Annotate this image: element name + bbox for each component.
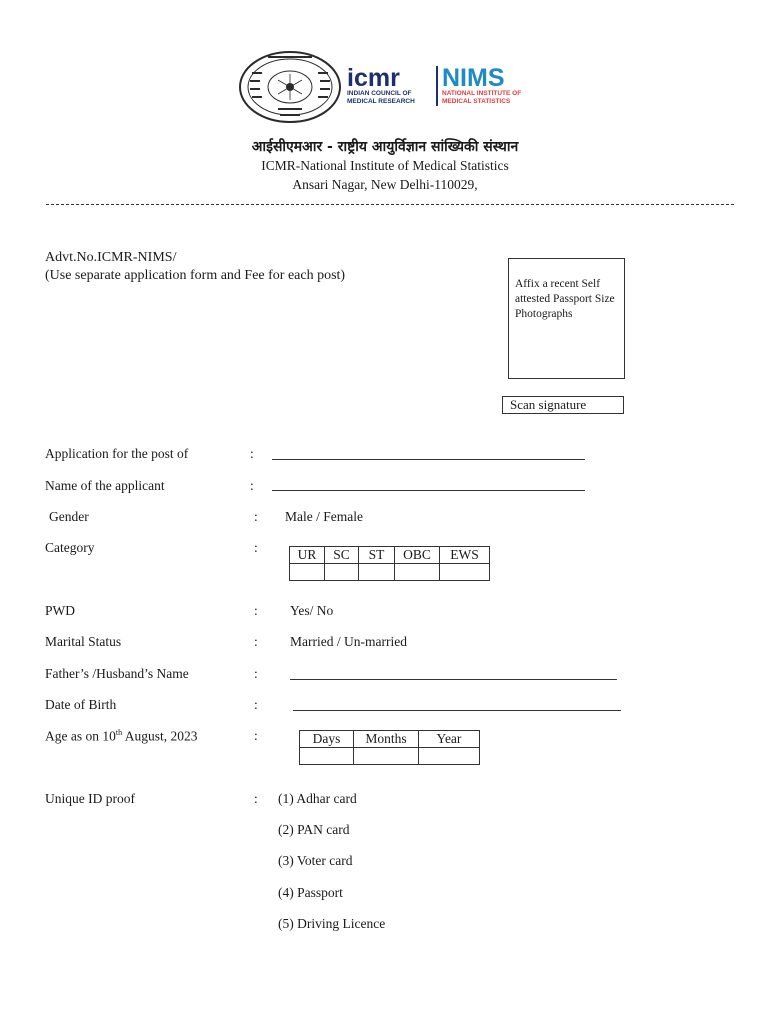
age-year-cell[interactable] xyxy=(419,748,480,765)
age-colon: : xyxy=(254,728,258,743)
dob-colon: : xyxy=(254,697,258,712)
post-input-line[interactable] xyxy=(272,459,585,460)
category-tick-row xyxy=(290,564,490,581)
icmr-logo-line1: INDIAN COUNCIL OF xyxy=(347,90,412,97)
age-header-row xyxy=(300,731,480,748)
post-label: Application for the post of xyxy=(45,446,189,461)
father-husband-name-label: Father’s /Husband’s Name xyxy=(45,666,189,681)
nims-logo-line2: MEDICAL STATISTICS xyxy=(442,98,511,105)
applicant-name-label: Name of the applicant xyxy=(45,478,165,493)
nims-logo-line1: NATIONAL INSTITUTE OF xyxy=(442,90,522,97)
age-table xyxy=(299,730,480,765)
pwd-colon: : xyxy=(254,603,258,618)
age-label-suffix-th: th xyxy=(115,728,123,737)
pwd-label: PWD xyxy=(45,603,75,618)
marital-status-label: Marital Status xyxy=(45,634,122,649)
gender-options[interactable]: Male / Female xyxy=(285,509,363,524)
unique-id-colon: : xyxy=(254,791,258,806)
unique-id-option-adhar[interactable]: (1) Adhar card xyxy=(278,791,357,806)
institute-name: ICMR-National Institute of Medical Statistics xyxy=(261,158,509,173)
marital-status-colon: : xyxy=(254,634,258,649)
category-table xyxy=(289,546,490,581)
applicant-name-colon: : xyxy=(250,478,254,493)
category-option-st[interactable]: ST xyxy=(359,547,395,564)
category-colon: : xyxy=(254,540,258,555)
unique-id-option-driving-licence[interactable]: (5) Driving Licence xyxy=(278,916,386,931)
category-tick-ews[interactable] xyxy=(440,564,490,581)
applicant-name-input-line[interactable] xyxy=(272,490,585,491)
category-tick-obc[interactable] xyxy=(395,564,440,581)
icmr-logo-line2: MEDICAL RESEARCH xyxy=(347,98,415,105)
gender-colon: : xyxy=(254,509,258,524)
age-months-cell[interactable] xyxy=(354,748,419,765)
father-husband-name-colon: : xyxy=(254,666,258,681)
icmr-seal-logo xyxy=(238,50,342,124)
dob-label: Date of Birth xyxy=(45,697,117,712)
category-option-ews[interactable]: EWS xyxy=(440,547,490,564)
age-days-cell[interactable] xyxy=(300,748,354,765)
age-days-header: Days xyxy=(300,731,354,748)
category-tick-st[interactable] xyxy=(359,564,395,581)
category-option-obc[interactable]: OBC xyxy=(395,547,440,564)
age-label-date: August, 2023 xyxy=(122,728,198,744)
father-husband-name-input-line[interactable] xyxy=(290,679,617,680)
hindi-institute-title: आईसीएमआर - राष्ट्रीय आयुर्विज्ञान सांख्यिकी संस्थान xyxy=(251,139,519,155)
age-months-header: Months xyxy=(354,731,419,748)
photo-box-instruction: Affix a recent Self attested Passport Size Photographs xyxy=(515,278,615,320)
unique-id-option-passport[interactable]: (4) Passport xyxy=(278,885,343,900)
advertisement-number: Advt.No.ICMR-NIMS/ xyxy=(45,250,177,265)
age-year-header: Year xyxy=(419,731,480,748)
category-option-ur[interactable]: UR xyxy=(290,547,325,564)
dob-input-line[interactable] xyxy=(293,710,621,711)
age-value-row xyxy=(300,748,480,765)
category-tick-ur[interactable] xyxy=(290,564,325,581)
unique-id-label: Unique ID proof xyxy=(45,791,135,806)
icmr-logo xyxy=(347,66,433,108)
icmr-logo-word: icmr xyxy=(347,64,400,92)
logo-divider xyxy=(436,66,438,106)
signature-box-label: Scan signature xyxy=(510,397,587,412)
category-option-sc[interactable]: SC xyxy=(325,547,359,564)
marital-status-options[interactable]: Married / Un-married xyxy=(290,634,407,649)
category-header-row xyxy=(290,547,490,564)
institute-address: Ansari Nagar, New Delhi-110029, xyxy=(292,177,478,192)
unique-id-option-voter[interactable]: (3) Voter card xyxy=(278,853,353,868)
separate-form-note: (Use separate application form and Fee for each post) xyxy=(45,268,346,283)
nims-logo-word: NIMS xyxy=(442,64,505,92)
nims-logo xyxy=(442,66,548,108)
gender-label: Gender xyxy=(49,509,89,524)
age-label xyxy=(45,728,198,745)
dashed-separator xyxy=(46,204,734,205)
unique-id-option-pan[interactable]: (2) PAN card xyxy=(278,822,350,837)
post-colon: : xyxy=(250,446,254,461)
category-label: Category xyxy=(45,540,95,555)
pwd-options[interactable]: Yes/ No xyxy=(290,603,334,618)
category-tick-sc[interactable] xyxy=(325,564,359,581)
age-label-prefix: Age as on 10 xyxy=(45,728,116,744)
